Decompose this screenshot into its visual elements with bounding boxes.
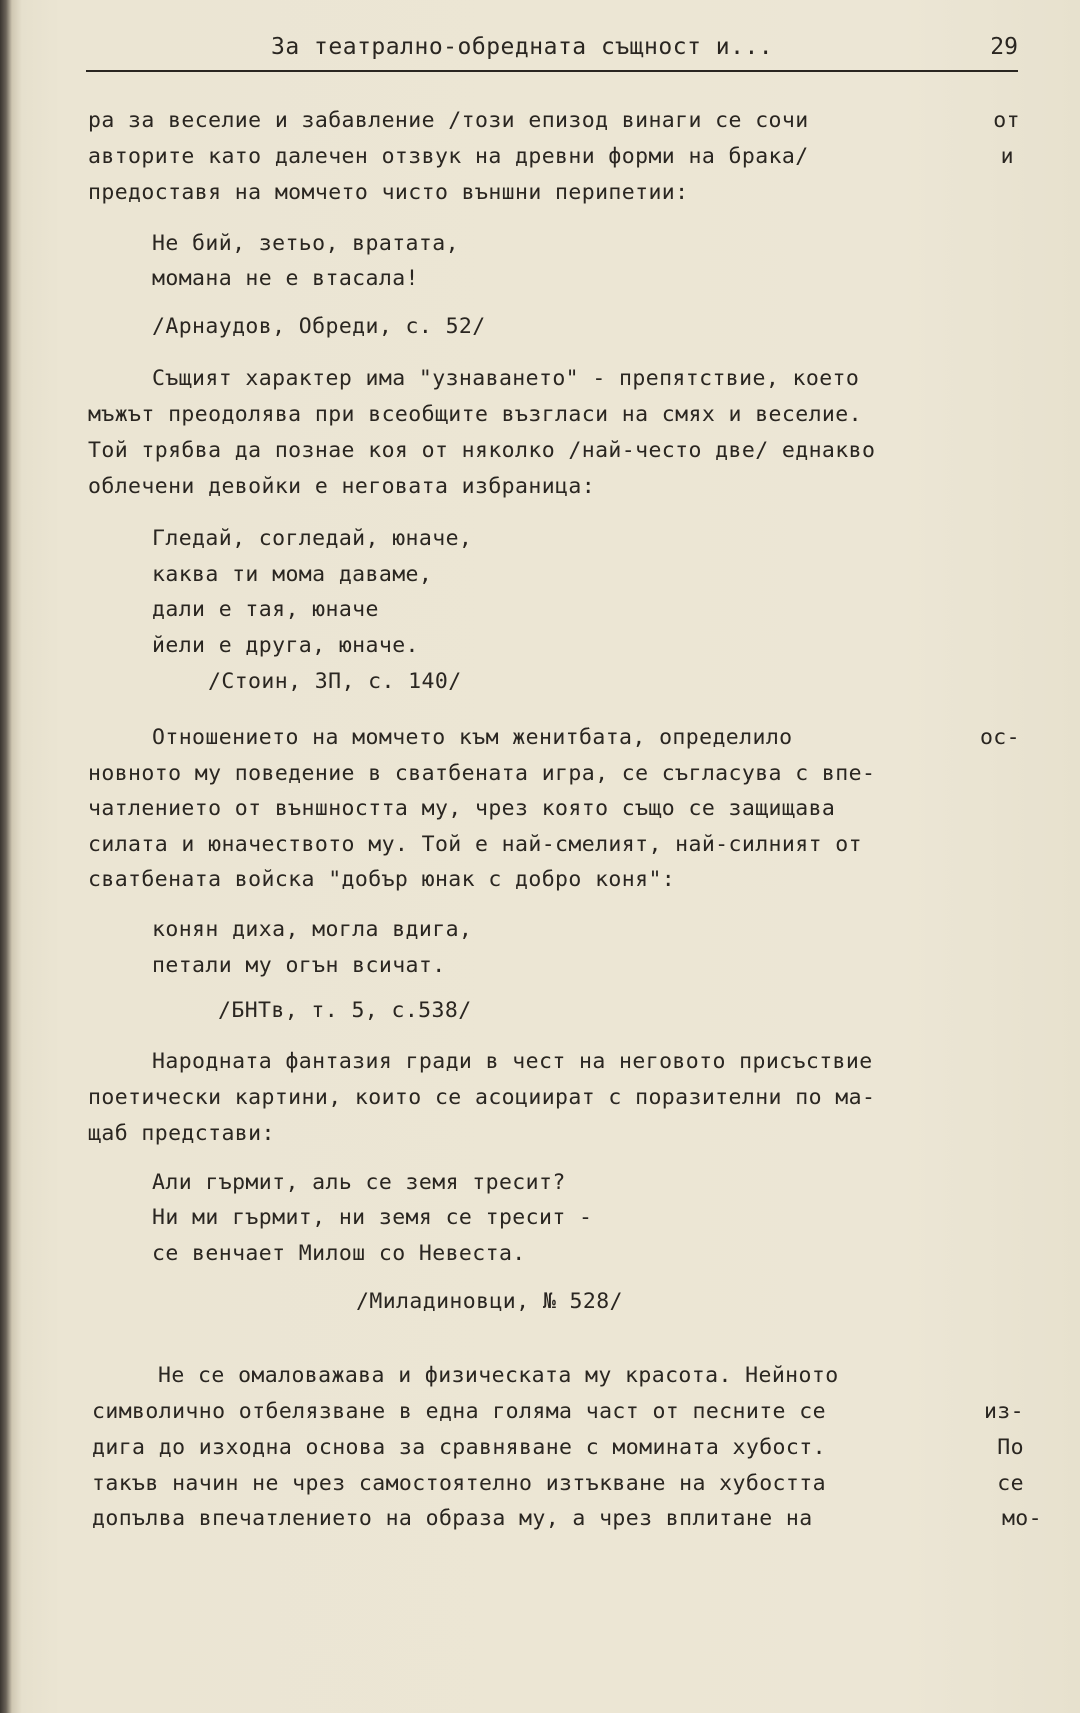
verse-line: Ни ми гърмит, ни земя се тресит - bbox=[152, 1205, 593, 1230]
verse-line: каква ти мома даваме, bbox=[152, 562, 433, 587]
verse-line: конян диха, могла вдига, bbox=[152, 917, 473, 942]
text-line: Отношението на момчето към женитбата, определило ос- bbox=[152, 725, 1020, 750]
verse-line: Гледай, согледай, юначе, bbox=[152, 526, 473, 551]
text-line: предоставя на момчето чисто външни перипетии: bbox=[88, 180, 689, 205]
verse-line: дали е тая, юначе bbox=[152, 597, 379, 622]
text-line: символично отбелязване в една голяма част от песните се из- bbox=[92, 1399, 1024, 1424]
text-line: чатлението от външността му, чрез която също се защищава bbox=[88, 796, 836, 821]
text-line: Народната фантазия гради в чест на неговото присъствие bbox=[152, 1049, 873, 1074]
text-line: авторите като далечен отзвук на древни форми на брака/ и bbox=[88, 144, 1014, 169]
text-line: дига до изходна основа за сравняване с момината хубост. По bbox=[92, 1435, 1024, 1460]
text-line: мъжът преодолява при всеобщите възгласи на смях и веселие. bbox=[88, 402, 862, 427]
text-line: такъв начин не чрез самостоятелно изтъкване на хубостта се bbox=[92, 1471, 1024, 1496]
verse-source: /БНТв, т. 5, с.538/ bbox=[218, 998, 472, 1023]
page-number: 29 bbox=[990, 34, 1018, 60]
text-line: облечени девойки е неговата избраница: bbox=[88, 474, 596, 499]
text-line: новното му поведение в сватбената игра, се съгласува с впе- bbox=[88, 761, 876, 786]
text-line: Не се омаловажава и физическата му красота. Нейното bbox=[158, 1363, 839, 1388]
verse-line: йели е друга, юначе. bbox=[152, 633, 419, 658]
verse-source: /Стоин, ЗП, с. 140/ bbox=[208, 669, 462, 694]
text-line: силата и юначеството му. Той е най-смелият, най-силният от bbox=[88, 832, 862, 857]
text-line: Същият характер има "узнаването" - препятствие, което bbox=[152, 366, 860, 391]
text-line: допълва впечатлението на образа му, а чрез вплитане на мо- bbox=[92, 1506, 1042, 1531]
verse-line: петали му огън всичат. bbox=[152, 953, 446, 978]
running-title: За театрално-обредната същност и... bbox=[271, 34, 774, 60]
verse-line: момана не е втасала! bbox=[152, 266, 419, 291]
verse-source: /Миладиновци, № 528/ bbox=[356, 1289, 623, 1314]
verse-source: /Арнаудов, Обреди, с. 52/ bbox=[152, 314, 486, 339]
page-header bbox=[86, 30, 1018, 72]
text-line: сватбената войска "добър юнак с добро коня": bbox=[88, 867, 676, 892]
verse-line: се венчает Милош со Невеста. bbox=[152, 1241, 526, 1266]
text-line: Той трябва да познае коя от няколко /най-често две/ еднакво bbox=[88, 438, 876, 463]
verse-line: Не бий, зетьо, вратата, bbox=[152, 231, 459, 256]
text-line: щаб представи: bbox=[88, 1121, 275, 1146]
text-line: ра за веселие и забавление /този епизод винаги се сочи от bbox=[88, 108, 1020, 133]
verse-line: Али гърмит, аль се земя тресит? bbox=[152, 1170, 566, 1195]
text-line: поетически картини, които се асоциират с поразителни по ма- bbox=[88, 1085, 876, 1110]
